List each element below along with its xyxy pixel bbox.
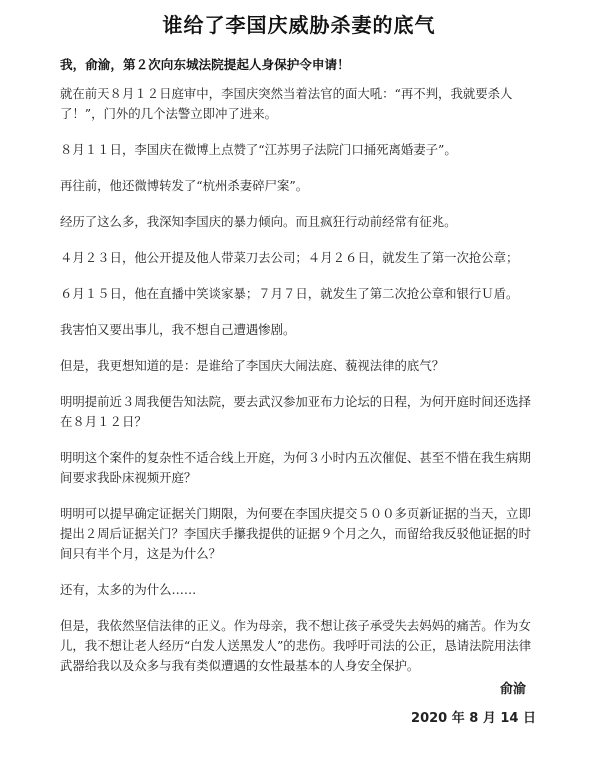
paragraph-6: ６月１５日，他在直播中笑谈家暴；７月７日，就发生了第二次抢公章和银行Ｕ盾。	[60, 286, 519, 301]
paragraph-7: 我害怕又要出事儿，我不想自己遭遇惨剧。	[60, 322, 296, 337]
paragraph-4: 经历了这么多，我深知李国庆的暴力倾向。而且疯狂行动前经常有征兆。	[60, 214, 457, 229]
signature-name: 俞渝	[499, 682, 526, 697]
document-body	[60, 84, 538, 676]
paragraph-8: 但是，我更想知道的是：是谁给了李国庆大闹法庭、藐视法律的底气？	[60, 358, 445, 373]
paragraph-2: ８月１１日，李国庆在微博上点赞了“江苏男子法院门口捅死离婚妻子”。	[60, 142, 457, 157]
paragraph-11: 明明可以提早确定证据关门期限，为何要在李国庆提交５００多页新证据的当天，立即提出２周后证据关门？李国庆手攥我提供的证据９个月之久，而留给我反驳他证据的时间只有半个月，这是为什么？	[60, 506, 531, 561]
paragraph-12: 还有，太多的为什么……	[60, 582, 197, 597]
document-subtitle: 我，俞渝，第２次向东城法院提起人身保护令申请！	[60, 57, 350, 72]
paragraph-9: 明明提前近３周我便告知法院，要去武汉参加亚布力论坛的日程，为何开庭时间还选择在８月１２日？	[60, 394, 531, 429]
signature-date: 2020 年 8 月 14 日	[411, 711, 536, 726]
paragraph-3: 再往前，他还微博转发了“杭州杀妻碎尸案”。	[60, 178, 309, 193]
signature-block	[411, 680, 536, 730]
paragraph-10: 明明这个案件的复杂性不适合线上开庭，为何３小时内五次催促、甚至不惜在我生病期间要求我卧床视频开庭？	[60, 450, 531, 485]
document-title: 谁给了李国庆威胁杀妻的底气	[162, 13, 436, 37]
paragraph-13: 但是，我依然坚信法律的正义。作为母亲，我不想让孩子承受失去妈妈的痛苦。作为女儿，我不想让老人经历“白发人送黑发人”的悲伤。我呼吁司法的公正，恳请法院用法律武器给我以及众多与我有类似遭遇的女性最基本的人身安全保护。	[60, 618, 532, 673]
paragraph-5: ４月２３日，他公开提及他人带菜刀去公司；４月２６日，就发生了第一次抢公章；	[60, 250, 519, 265]
paragraph-1: 就在前天８月１２日庭审中，李国庆突然当着法官的面大吼：“再不判，我就要杀人了！”，门外的几个法警立即冲了进来。	[60, 86, 513, 121]
